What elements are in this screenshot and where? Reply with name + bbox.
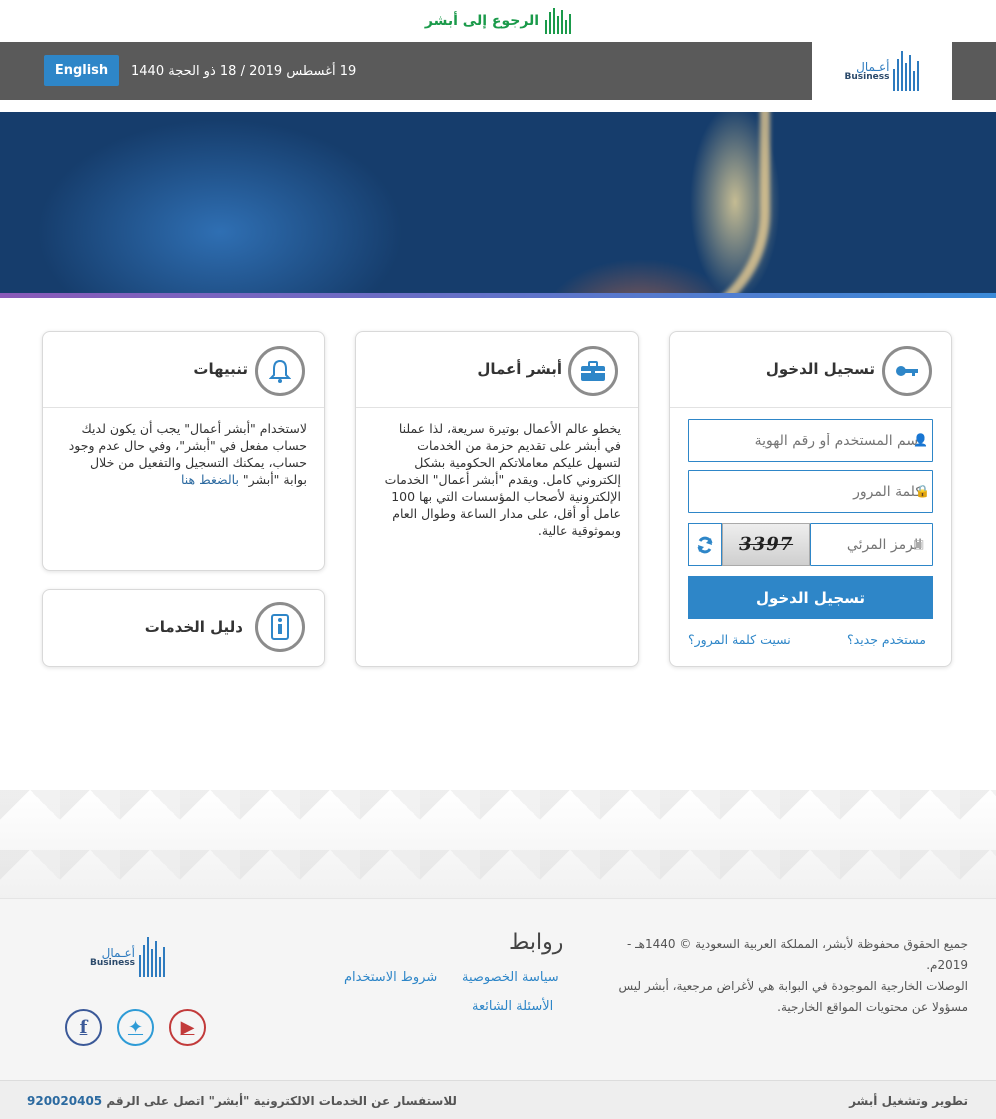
username-input[interactable] (688, 419, 933, 462)
lock-icon: 🔒 (915, 484, 930, 498)
facebook-icon[interactable]: f (65, 1009, 102, 1046)
absher-business-card-header (356, 332, 638, 408)
back-to-absher-link[interactable]: الرجوع إلى أبشر (424, 13, 540, 29)
footer-business-logo (90, 937, 165, 977)
developer-credit: تطوير وتشغيل أبشر (849, 1094, 968, 1108)
login-title: تسجيل الدخول (765, 360, 875, 378)
password-input[interactable] (688, 470, 933, 513)
user-icon: 👤 (913, 433, 928, 447)
alerts-card (42, 331, 325, 571)
alerts-text: لاستخدام "أبشر أعمال" يجب أن يكون لديك حساب مفعل في "أبشر"، وفي حال عدم وجود حساب، يمكنك التسجيل والتفعيل من خلال بوابة "أبشر" (68, 421, 307, 487)
bottom-bar (0, 1080, 996, 1119)
alerts-title: تنبيهات (193, 360, 248, 378)
inquiry-contact (27, 1094, 457, 1108)
language-toggle-button[interactable]: English (44, 55, 119, 86)
footer-business-logo-icon (139, 937, 165, 977)
footer-logo-text (90, 947, 135, 968)
login-card-header (670, 332, 951, 408)
banner-bottom-stripe (0, 293, 996, 298)
inquiry-phone[interactable]: 920020405 (27, 1094, 103, 1108)
refresh-icon (695, 535, 715, 555)
alerts-card-header (43, 332, 324, 408)
inquiry-text: للاستفسار عن الخدمات الالكترونية "أبشر" اتصل على الرقم (106, 1094, 457, 1108)
hero-banner (0, 112, 996, 298)
business-logo-en: Business (844, 71, 890, 82)
decorative-pattern (0, 790, 996, 898)
captcha-text: 3397 (737, 534, 795, 555)
privacy-policy-link[interactable]: سياسة الخصوصية (462, 970, 559, 985)
bell-icon (255, 346, 305, 396)
business-logo-text (845, 61, 890, 82)
disclaimer-text: الوصلات الخارجية الموجودة في البوابة هي لأغراض مرجعية، أبشر ليس مسؤولا عن محتويات المواقع الخارجية. (618, 979, 968, 1014)
back-to-absher-bar (0, 0, 996, 42)
briefcase-icon (568, 346, 618, 396)
footer-logo-en: Business (90, 957, 135, 968)
image-icon: ▣ (913, 537, 925, 551)
absher-business-title: أبشر أعمال (477, 360, 562, 378)
key-icon (882, 346, 932, 396)
twitter-icon[interactable]: ✦ (117, 1009, 154, 1046)
refresh-captcha-button[interactable] (688, 523, 722, 566)
services-guide-card[interactable] (42, 589, 325, 667)
business-logo-icon (893, 51, 919, 91)
terms-of-use-link[interactable]: شروط الاستخدام (344, 970, 438, 985)
copyright-text: جميع الحقوق محفوظة لأبشر، المملكة العربية السعودية © 1440هـ - 2019م. (626, 937, 968, 972)
header-bar (0, 42, 996, 100)
absher-business-card (355, 331, 639, 667)
alerts-click-here-link[interactable]: بالضغط هنا (180, 472, 239, 487)
services-guide-title: دليل الخدمات (144, 618, 243, 636)
new-user-link[interactable]: مستخدم جديد؟ (847, 632, 926, 647)
forgot-password-link[interactable]: نسيت كلمة المرور؟ (688, 632, 791, 647)
footer-links-title: روابط (509, 930, 564, 955)
business-logo[interactable] (812, 42, 952, 100)
banner-light-trail (470, 112, 770, 298)
business-logo-ar: أعـمال (856, 59, 890, 74)
absher-business-description: يخطو عالم الأعمال بوتيرة سريعة، لذا عملنا في أبشر على تقديم حزمة من الخدمات لتسهل عليكم معاملاتكم الحكومية بشكل إلكتروني كامل. ويقدم "أبشر أعمال" الخدمات الإلكترونية لأصحاب المؤسسات التي بها 100 عامل أو أقل، على مدار الساعة وطوال العام وبموثوقية عالية. (384, 421, 621, 538)
info-document-icon (255, 602, 305, 652)
footer-logo-ar: أعـمال (101, 945, 135, 960)
alerts-description (67, 420, 307, 488)
captcha-image (722, 523, 810, 566)
footer-legal-text (606, 934, 968, 1018)
absher-logo-icon (545, 8, 571, 34)
login-submit-button[interactable]: تسجيل الدخول (688, 576, 933, 619)
youtube-icon[interactable]: ▶ (169, 1009, 206, 1046)
faq-link[interactable]: الأسئلة الشائعة (472, 999, 554, 1014)
current-date: 19 أغسطس 2019 / 18 ذو الحجة 1440 (131, 64, 357, 79)
